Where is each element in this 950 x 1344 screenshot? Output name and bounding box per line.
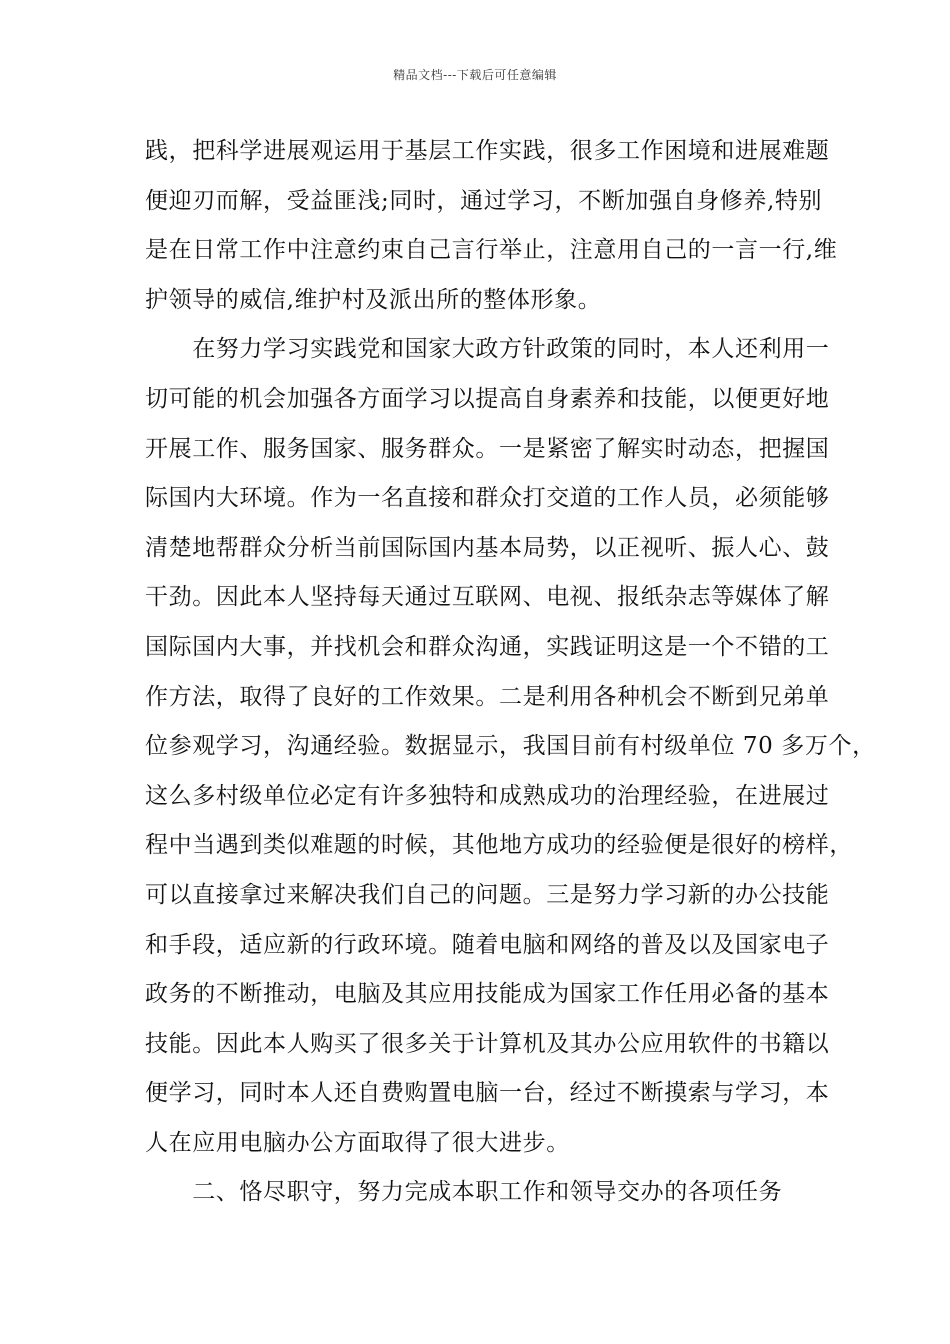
paragraph-2-line: 这么多村级单位必定有许多独特和成熟成功的治理经验，在进展过 [145,782,830,809]
paragraph-1-line: 护领导的威信,维护村及派出所的整体形象。 [145,286,602,313]
paragraph-2-line: 和手段，适应新的行政环境。随着电脑和网络的普及以及国家电子 [145,931,830,958]
paragraph-2-line: 位参观学习，沟通经验。数据显示，我国目前有村级单位 70 多万个， [145,733,876,760]
paragraph-1 [145,127,838,325]
paragraph-2-line: 切可能的机会加强各方面学习以提高自身素养和技能，以便更好地 [145,385,830,412]
document-body [145,127,876,1218]
paragraph-2-line: 技能。因此本人购买了很多关于计算机及其办公应用软件的书籍以 [145,1030,830,1057]
paragraph-2-line: 程中当遇到类似难题的时候，其他地方成功的经验便是很好的榜样， [145,832,853,859]
section-heading [145,1168,815,1218]
paragraph-2-line: 干劲。因此本人坚持每天通过互联网、电视、报纸杂志等媒体了解 [145,584,830,611]
section-heading-text: 二、恪尽职守，努力完成本职工作和领导交办的各项任务 [145,1179,783,1206]
paragraph-2 [145,325,876,1168]
paragraph-1-line: 便迎刃而解，受益匪浅;同时，通过学习，不断加强自身修养,特别 [145,187,823,214]
paragraph-1-line: 是在日常工作中注意约束自己言行举止，注意用自己的一言一行,维 [145,237,838,264]
paragraph-1-line: 践，把科学进展观运用于基层工作实践，很多工作困境和进展难题 [145,138,830,164]
paragraph-2-line: 在努力学习实践党和国家大政方针政策的同时，本人还利用一 [145,336,830,363]
paragraph-2-line: 际国内大环境。作为一名直接和群众打交道的工作人员，必须能够 [145,485,830,512]
paragraph-2-line: 开展工作、服务国家、服务群众。一是紧密了解实时动态，把握国 [145,435,830,462]
paragraph-2-line: 作方法，取得了良好的工作效果。二是利用各种机会不断到兄弟单 [145,683,830,710]
paragraph-2-line: 人在应用电脑办公方面取得了很大进步。 [145,1129,570,1156]
paragraph-2-line: 便学习，同时本人还自费购置电脑一台，经过不断摸索与学习，本 [145,1080,830,1107]
paragraph-2-line: 政务的不断推动，电脑及其应用技能成为国家工作任用必备的基本 [145,981,830,1008]
paragraph-2-line: 国际国内大事，并找机会和群众沟通，实践证明这是一个不错的工 [145,633,830,660]
page-header: 精品文档---下载后可任意编辑 [393,68,557,82]
paragraph-2-line: 清楚地帮群众分析当前国际国内基本局势，以正视听、振人心、鼓 [145,534,830,561]
paragraph-2-line: 可以直接拿过来解决我们自己的问题。三是努力学习新的办公技能 [145,881,830,908]
